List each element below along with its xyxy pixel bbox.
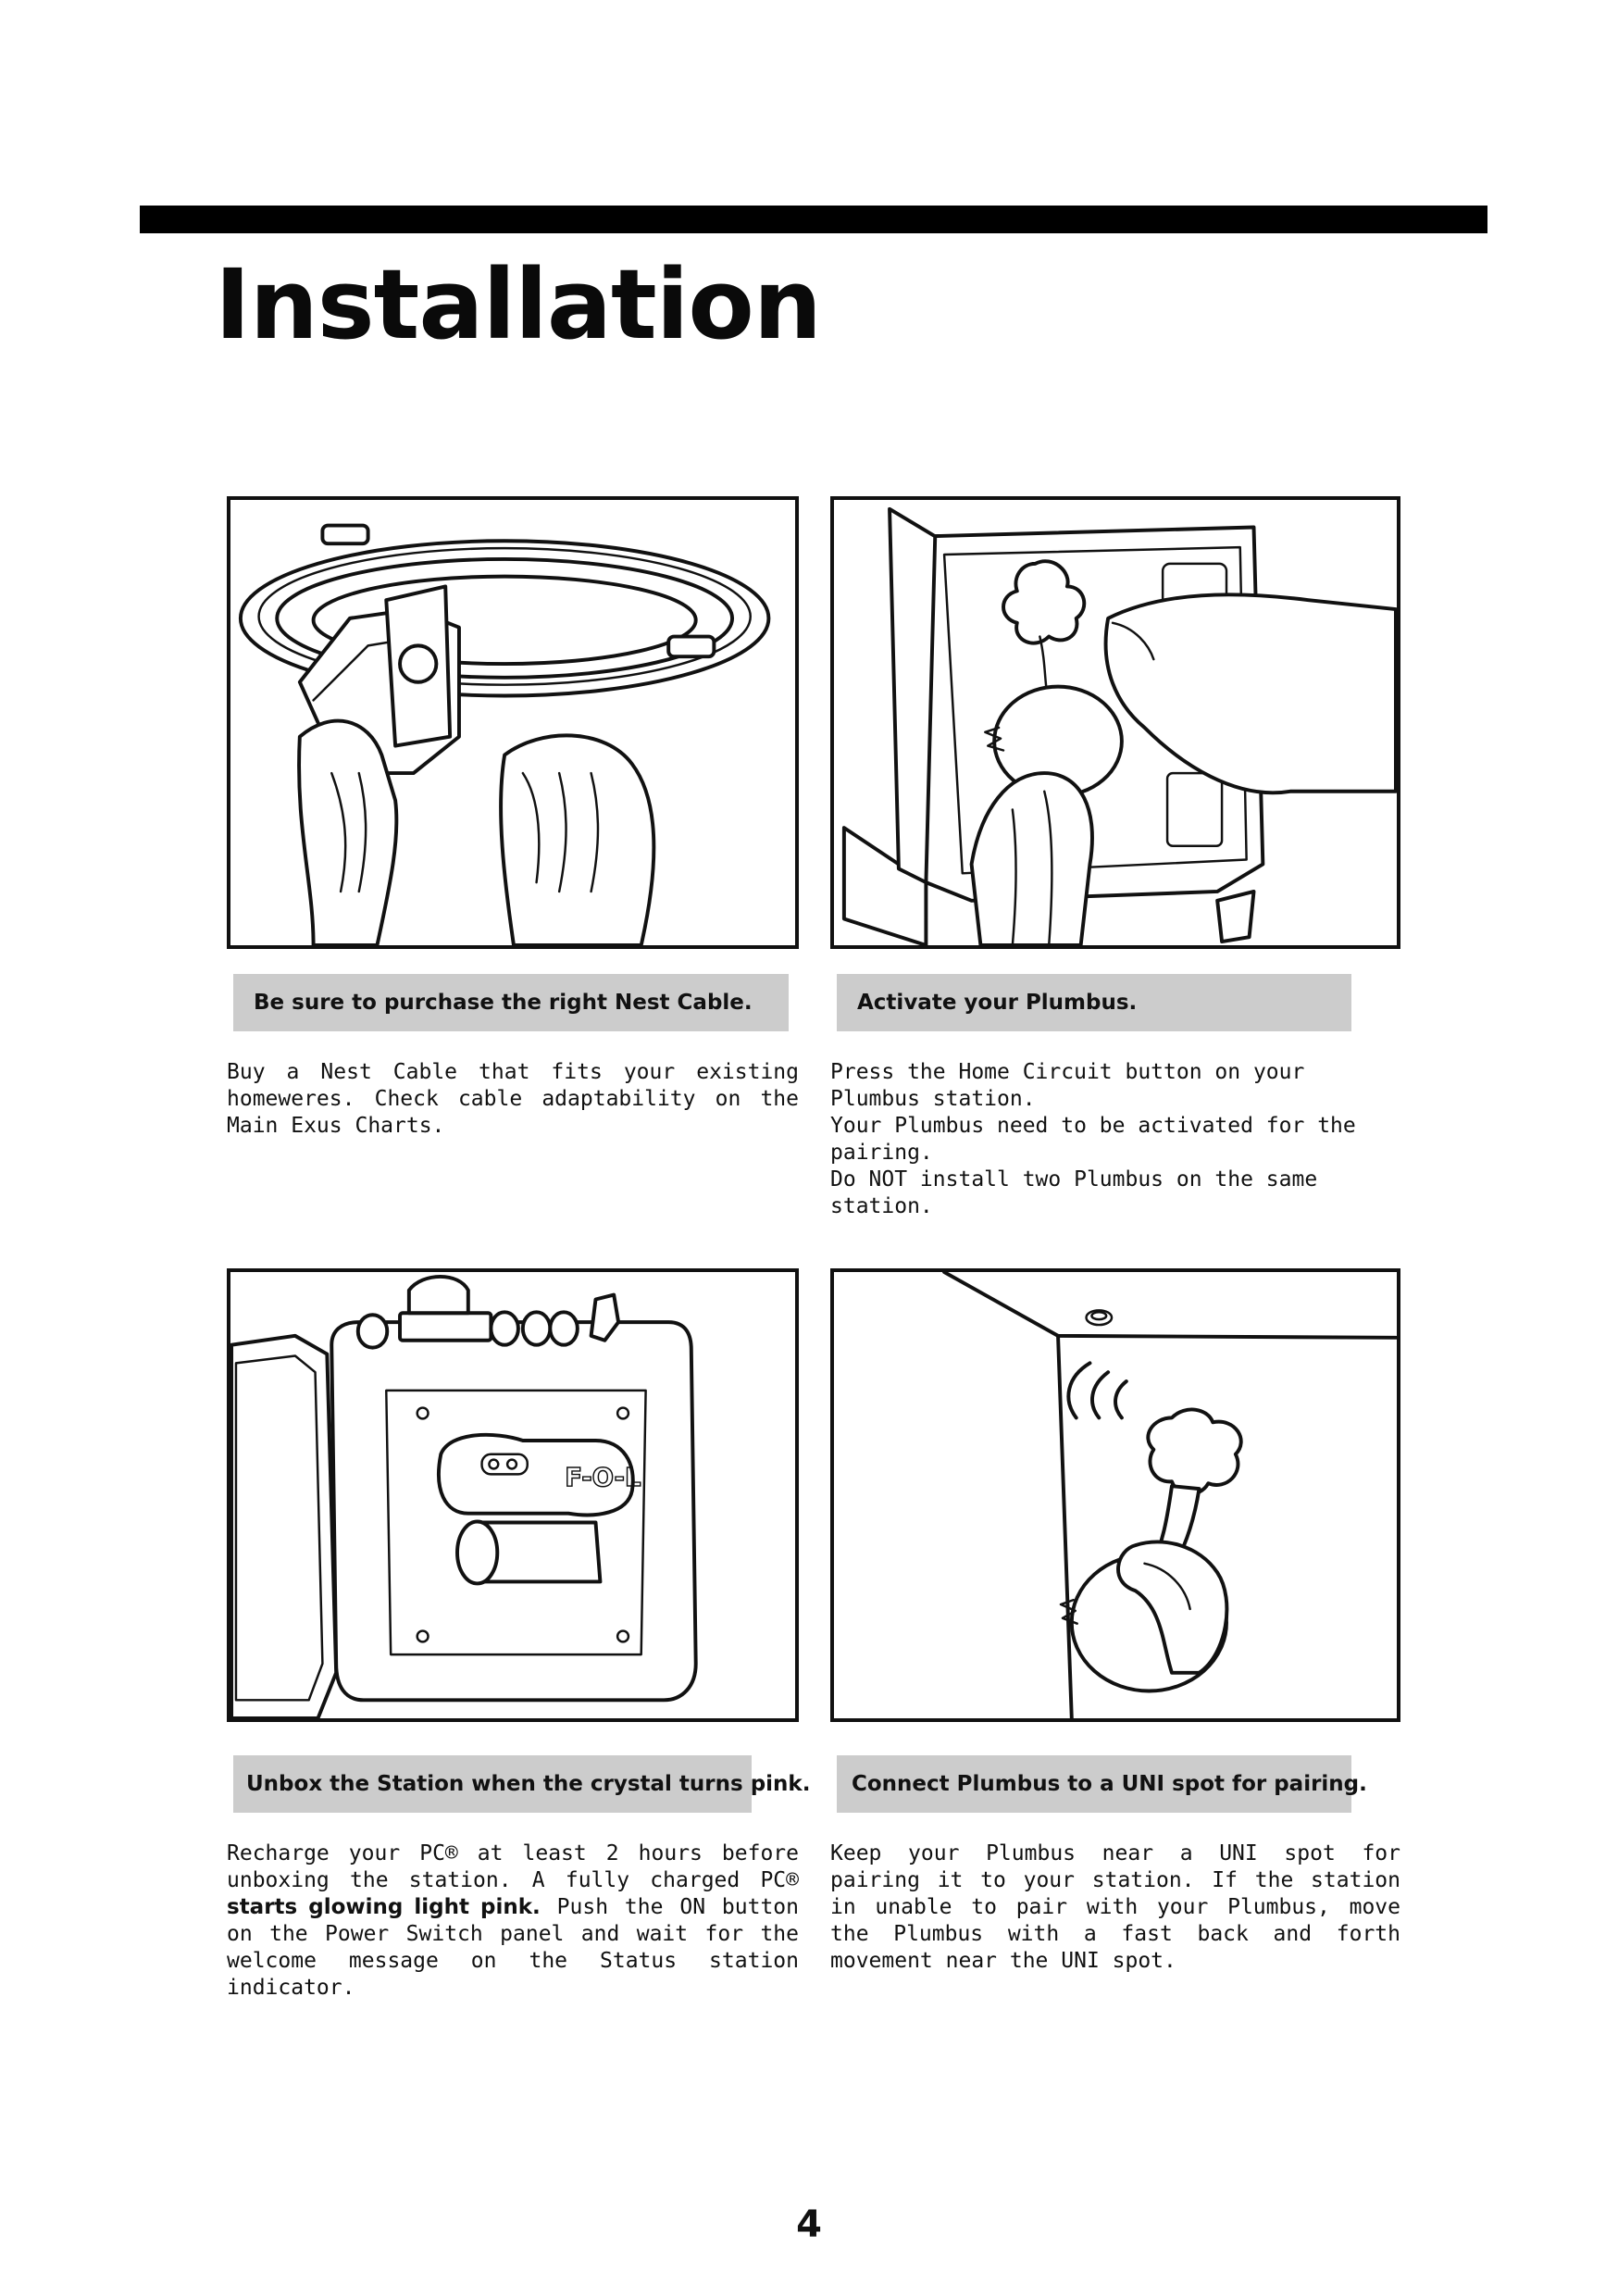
step-2-illustration bbox=[830, 496, 1400, 949]
step-4-body bbox=[830, 1841, 1400, 1975]
step-2-body-line-2: Your Plumbus need to be activated for the pairing. bbox=[830, 1114, 1356, 1165]
step-1-illustration bbox=[227, 496, 799, 949]
header-rule bbox=[140, 206, 1487, 233]
page-number: 4 bbox=[796, 2203, 822, 2246]
step-2-body-line-1: Press the Home Circuit button on your Plumbus station. bbox=[830, 1060, 1305, 1111]
step-2-caption: Activate your Plumbus. bbox=[837, 974, 1351, 1031]
step-4-body-line: Keep your Plumbus near a UNI spot for pairing it to your station. If the station in unable to pair with your Plumbus, move the Plumbus with a fast back and forth movement near the UNI spot. bbox=[830, 1841, 1400, 1973]
step-2-body-line-3: Do NOT install two Plumbus on the same station. bbox=[830, 1167, 1318, 1218]
open-station-case-drawing bbox=[230, 1272, 795, 1718]
step-3-body-before: Recharge your PC® at least 2 hours before unboxing the station. A fully charged PC® bbox=[227, 1841, 799, 1892]
step-4-caption: Connect Plumbus to a UNI spot for pairing. bbox=[837, 1755, 1351, 1813]
page-title: Installation bbox=[215, 248, 821, 361]
step-2-body bbox=[830, 1059, 1400, 1220]
step-3-body-emphasis: starts glowing light pink. bbox=[227, 1895, 541, 1919]
step-3-body-after: Push the ON button on the Power Switch panel and wait for the welcome message on the Status station indicator. bbox=[227, 1895, 799, 2000]
step-3-body-paragraph bbox=[227, 1841, 799, 2002]
step-1-body-line: Buy a Nest Cable that fits your existing homeweres. Check cable adaptability on the Main Exus Charts. bbox=[227, 1060, 799, 1138]
step-3-caption: Unbox the Station when the crystal turns pink. bbox=[233, 1755, 752, 1813]
step-4-illustration bbox=[830, 1268, 1400, 1722]
step-1-body bbox=[227, 1059, 799, 1140]
step-3-body bbox=[227, 1841, 799, 2002]
step-3-illustration bbox=[227, 1268, 799, 1722]
step-1-caption: Be sure to purchase the right Nest Cable. bbox=[233, 974, 789, 1031]
device-label-text: F-O-L bbox=[565, 1463, 641, 1493]
station-cabinet-drawing bbox=[834, 500, 1397, 945]
plumbus-pairing-drawing bbox=[834, 1272, 1397, 1718]
cable-and-hands-drawing bbox=[230, 500, 795, 945]
